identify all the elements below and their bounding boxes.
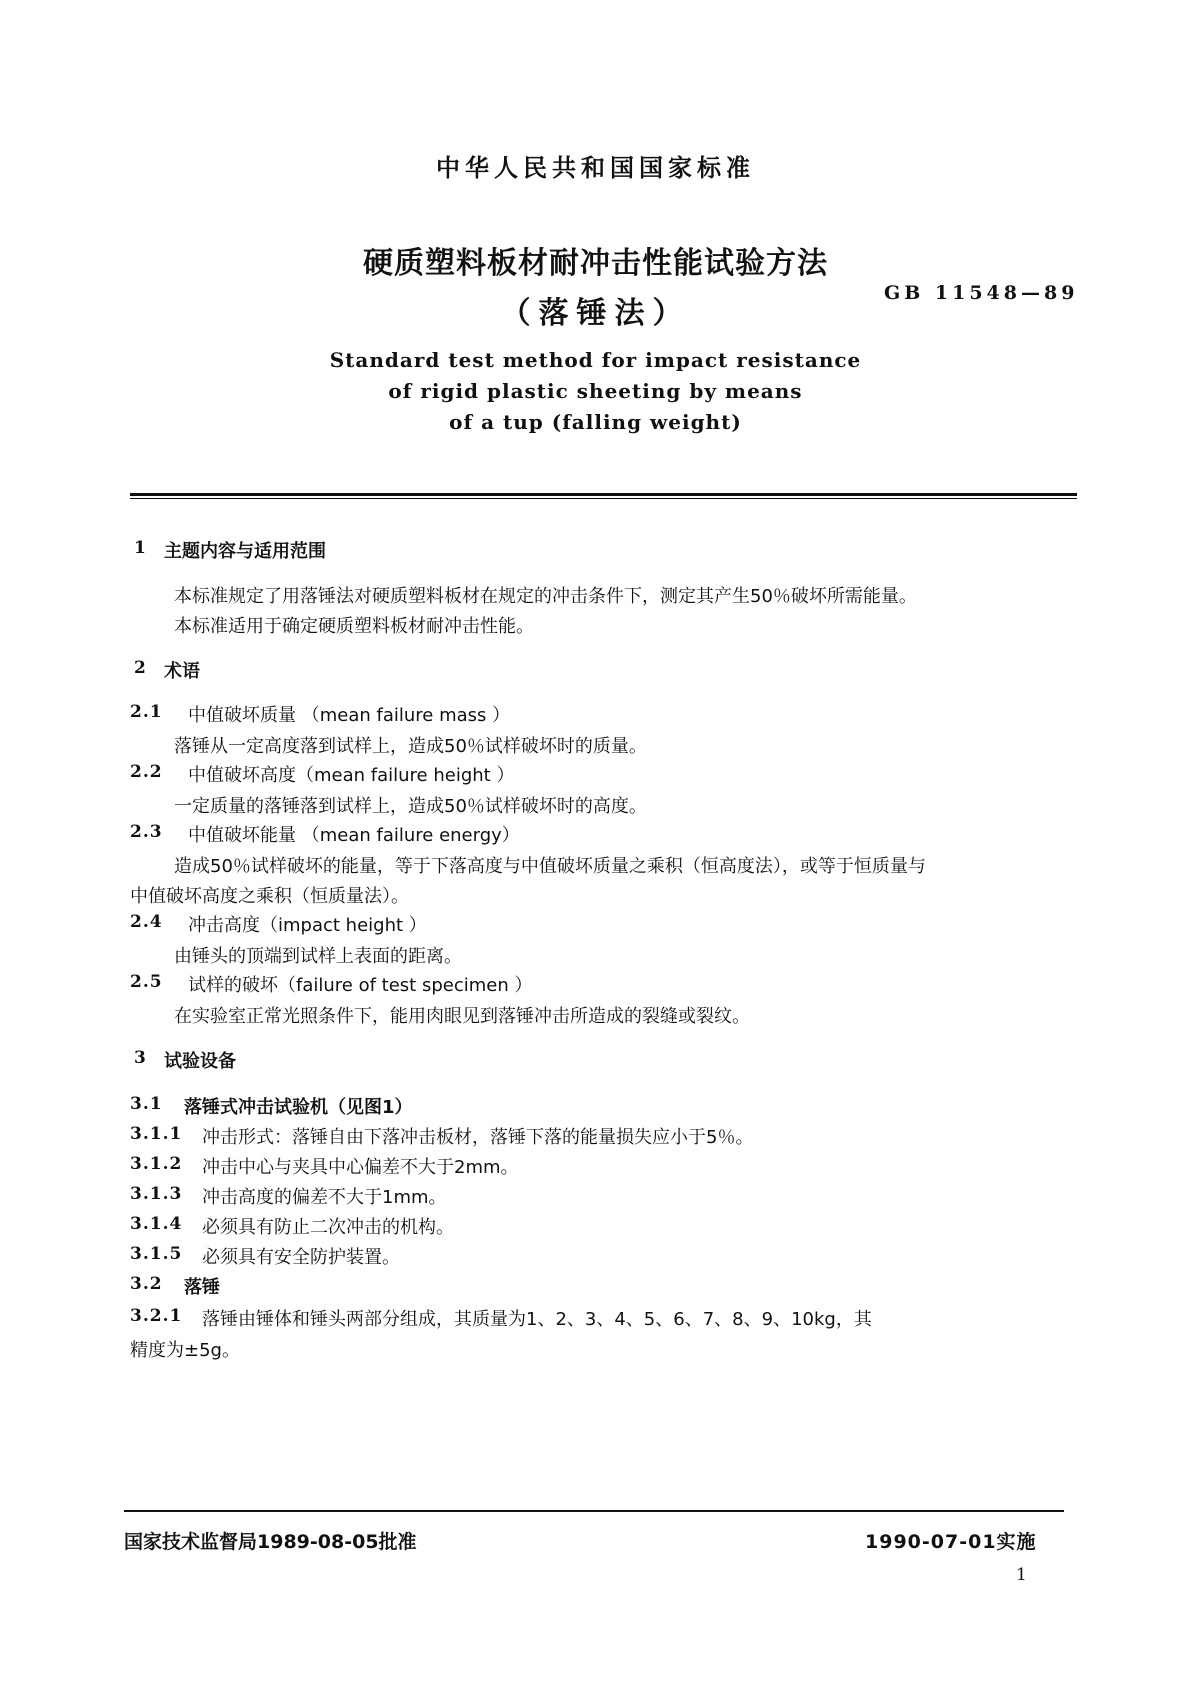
- term-2-1-number: 2.1: [130, 702, 163, 722]
- subsection-3-2-title: 落锤: [184, 1277, 220, 1298]
- term-2-3-definition-cont: 中值破坏高度之乘积（恒质量法）。: [130, 886, 409, 907]
- clause-3-1-3-number: 3.1.3: [130, 1184, 183, 1204]
- subsection-3-2-number: 3.2: [130, 1274, 163, 1294]
- clause-3-1-3-text: 冲击高度的偏差不大于1mm。: [202, 1187, 447, 1208]
- term-2-1-definition: 落锤从一定高度落到试样上，造成50％试样破坏时的质量。: [174, 736, 647, 757]
- document-title-en-line-2: of rigid plastic sheeting by means: [388, 379, 803, 403]
- term-2-3-heading: 中值破坏能量 （mean failure energy）: [188, 825, 520, 846]
- section-1-paragraph-1: 本标准规定了用落锤法对硬质塑料板材在规定的冲击条件下，测定其产生50％破坏所需能量。: [174, 586, 917, 607]
- section-3-title: 试验设备: [164, 1051, 236, 1072]
- term-2-5-number: 2.5: [130, 972, 163, 992]
- document-title-cn: 硬质塑料板材耐冲击性能试验方法: [363, 246, 828, 281]
- term-2-4-heading: 冲击高度（impact height ）: [188, 915, 427, 936]
- page-number: 1: [1016, 1565, 1027, 1585]
- section-2-title: 术语: [164, 661, 200, 682]
- clause-3-1-4-number: 3.1.4: [130, 1214, 183, 1234]
- term-2-3-definition: 造成50％试样破坏的能量，等于下落高度与中值破坏质量之乘积（恒高度法），或等于恒质量与: [174, 856, 926, 877]
- document-title-en-line-3: of a tup (falling weight): [449, 410, 742, 434]
- term-2-1-heading: 中值破坏质量 （mean failure mass ）: [188, 705, 511, 726]
- header-divider-thin: [130, 498, 1077, 499]
- section-1-title: 主题内容与适用范围: [164, 541, 326, 562]
- section-1-number: 1: [134, 538, 146, 558]
- document-title-en-line-1: Standard test method for impact resistance: [329, 348, 862, 372]
- subsection-3-1-title: 落锤式冲击试验机（见图1）: [184, 1097, 413, 1118]
- clause-3-1-2-number: 3.1.2: [130, 1154, 183, 1174]
- clause-3-1-2-text: 冲击中心与夹具中心偏差不大于2mm。: [202, 1157, 519, 1178]
- effective-date: 1990-07-01实施: [865, 1531, 1037, 1553]
- clause-3-1-4-text: 必须具有防止二次冲击的机构。: [202, 1217, 454, 1238]
- term-2-5-heading: 试样的破坏（failure of test specimen ）: [188, 975, 533, 996]
- term-2-2-definition: 一定质量的落锤落到试样上，造成50％试样破坏时的高度。: [174, 796, 647, 817]
- section-2-number: 2: [134, 658, 146, 678]
- term-2-2-number: 2.2: [130, 762, 163, 782]
- document-subtitle-cn: （落锤法）: [500, 296, 691, 331]
- approval-date: 国家技术监督局1989-08-05批准: [124, 1531, 417, 1553]
- term-2-5-definition: 在实验室正常光照条件下，能用肉眼见到落锤冲击所造成的裂缝或裂纹。: [174, 1006, 750, 1027]
- term-2-3-number: 2.3: [130, 822, 163, 842]
- standard-code: GB 11548—89: [884, 282, 1079, 304]
- issuing-organization: 中华人民共和国国家标准: [436, 154, 755, 182]
- section-3-number: 3: [134, 1048, 146, 1068]
- clause-3-2-1-text: 落锤由锤体和锤头两部分组成，其质量为1、2、3、4、5、6、7、8、9、10kg，其: [202, 1309, 872, 1330]
- clause-3-1-5-text: 必须具有安全防护装置。: [202, 1247, 400, 1268]
- section-1-paragraph-2: 本标准适用于确定硬质塑料板材耐冲击性能。: [174, 616, 534, 637]
- term-2-4-definition: 由锤头的顶端到试样上表面的距离。: [174, 946, 462, 967]
- header-divider: [130, 493, 1077, 496]
- term-2-2-heading: 中值破坏高度（mean failure height ）: [188, 765, 515, 786]
- clause-3-1-1-text: 冲击形式：落锤自由下落冲击板材，落锤下落的能量损失应小于5％。: [202, 1127, 754, 1148]
- term-2-4-number: 2.4: [130, 912, 163, 932]
- clause-3-2-1-number: 3.2.1: [130, 1306, 183, 1326]
- footer-divider: [124, 1510, 1064, 1512]
- clause-3-2-1-text-cont: 精度为±5g。: [130, 1340, 240, 1361]
- clause-3-1-5-number: 3.1.5: [130, 1244, 183, 1264]
- subsection-3-1-number: 3.1: [130, 1094, 163, 1114]
- clause-3-1-1-number: 3.1.1: [130, 1124, 183, 1144]
